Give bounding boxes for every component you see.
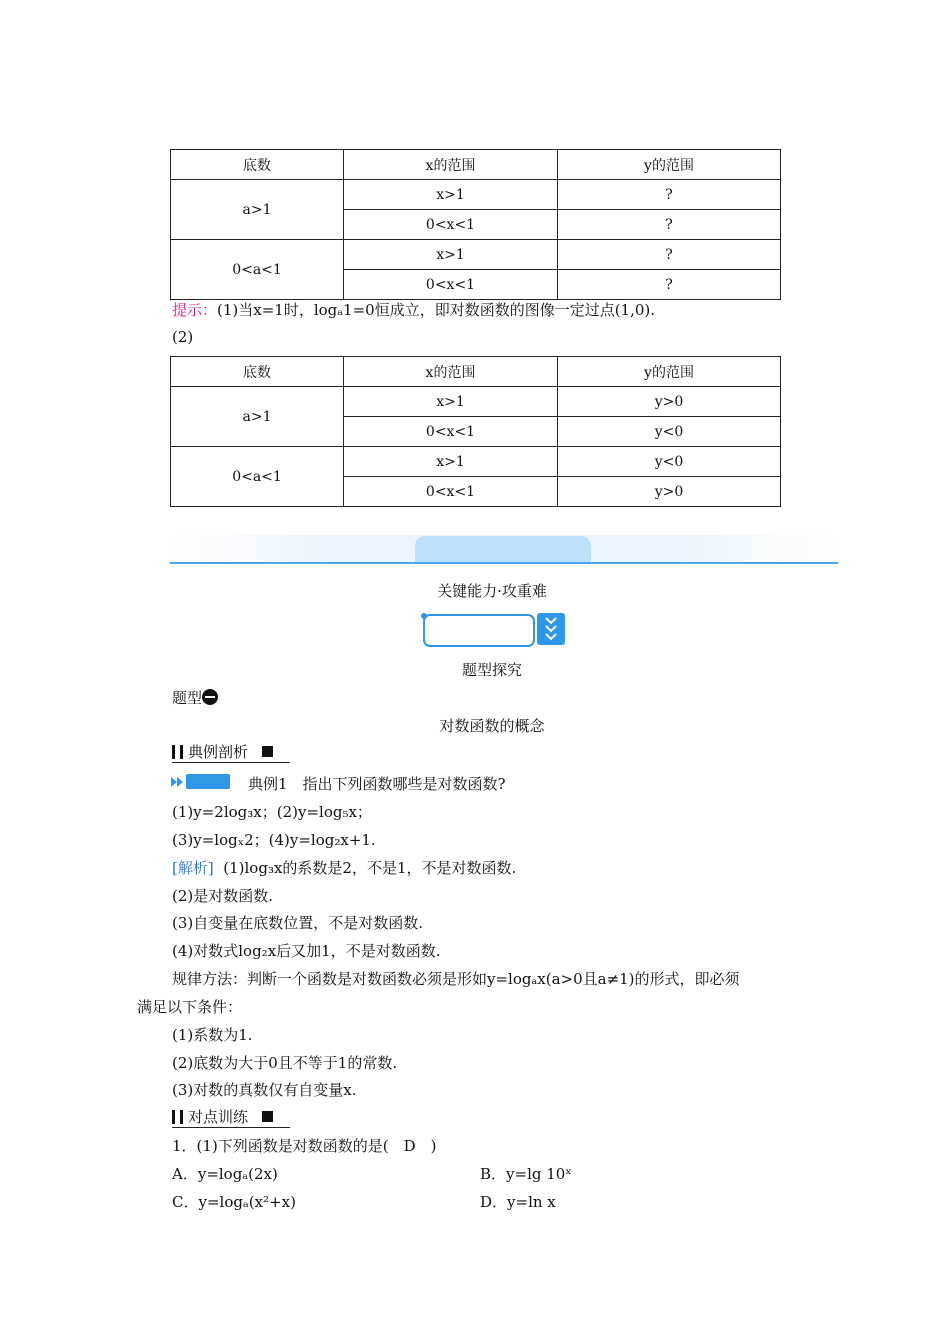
rule-line: 规律方法：判断一个函数是对数函数必须是形如y=logₐx(a>0且a≠1)的形式，即必须 <box>172 970 740 988</box>
hint-text: (1)当x=1时，logₐ1=0恒成立，即对数函数的图像一定过点(1,0). <box>217 301 656 319</box>
table-header-row <box>171 357 781 387</box>
example-arrow-icon <box>170 774 230 790</box>
table-header-row <box>171 150 781 180</box>
option-d: D．y=ln x <box>480 1193 556 1211</box>
example-heading-text: 典例剖析 <box>188 743 249 761</box>
x-range-cell: x>1 <box>344 387 558 417</box>
y-range-cell: y<0 <box>558 447 781 477</box>
y-range-cell: ? <box>558 240 781 270</box>
badge-dot <box>421 613 427 619</box>
circled-number-icon <box>202 689 218 705</box>
type-heading <box>172 688 218 708</box>
header-y-range: y的范围 <box>558 150 781 180</box>
y-range-cell: y>0 <box>558 477 781 507</box>
range-table-question <box>170 149 781 300</box>
table-row <box>171 180 781 210</box>
header-x-range: x的范围 <box>344 357 558 387</box>
option-b: B．y=lg 10ˣ <box>480 1165 572 1183</box>
y-range-cell: ? <box>558 180 781 210</box>
analysis-line: (2)是对数函数. <box>172 887 274 905</box>
x-range-cell: x>1 <box>344 240 558 270</box>
header-base: 底数 <box>171 150 344 180</box>
example-item: (1)y=2log₃x；(2)y=log₅x； <box>172 803 372 821</box>
header-base: 底数 <box>171 357 344 387</box>
y-range-cell: ? <box>558 210 781 240</box>
bar-icon <box>180 1110 183 1124</box>
square-icon <box>262 746 273 757</box>
practice-heading <box>172 1108 290 1128</box>
base-cell: 0<a<1 <box>171 240 344 300</box>
y-range-cell: y>0 <box>558 387 781 417</box>
banner-tab <box>415 536 591 563</box>
badge-frame <box>423 614 535 647</box>
base-cell: a>1 <box>171 387 344 447</box>
option-a: A．y=logₐ(2x) <box>172 1165 278 1183</box>
range-table-answer <box>170 356 781 507</box>
chevrons-down-icon <box>537 613 565 645</box>
rule-line: 满足以下条件： <box>137 998 243 1016</box>
y-range-cell: ? <box>558 270 781 300</box>
banner-rule <box>170 562 838 564</box>
base-cell: a>1 <box>171 180 344 240</box>
x-range-cell: 0<x<1 <box>344 417 558 447</box>
analysis-text: (1)log₃x的系数是2，不是1，不是对数函数. <box>223 859 517 877</box>
header-y-range: y的范围 <box>558 357 781 387</box>
hint-label: 提示： <box>172 301 218 319</box>
rule-condition: (3)对数的真数仅有自变量x. <box>172 1081 357 1099</box>
subtitle-badge <box>421 612 566 646</box>
question-stem: 1．(1)下列函数是对数函数的是( D ) <box>172 1137 437 1155</box>
analysis-line <box>172 858 516 878</box>
bar-icon <box>172 1110 175 1124</box>
option-c: C．y=logₐ(x²+x) <box>172 1193 296 1211</box>
section-banner <box>170 535 838 565</box>
example-item: (3)y=logₓ2；(4)y=log₂x+1. <box>172 831 376 849</box>
x-range-cell: x>1 <box>344 447 558 477</box>
y-range-cell: y<0 <box>558 417 781 447</box>
square-icon <box>262 1111 273 1122</box>
table-row <box>171 240 781 270</box>
analysis-line: (4)对数式log₂x后又加1，不是对数函数. <box>172 942 441 960</box>
analysis-line: (3)自变量在底数位置，不是对数函数. <box>172 914 424 932</box>
table-row <box>171 447 781 477</box>
x-range-cell: 0<x<1 <box>344 210 558 240</box>
type-label: 题型 <box>172 689 203 707</box>
table-row <box>171 387 781 417</box>
section-title: 关键能力·攻重难 <box>437 582 547 600</box>
practice-heading-text: 对点训练 <box>188 1108 249 1126</box>
bar-icon <box>180 745 183 759</box>
rule-condition: (2)底数为大于0且不等于1的常数. <box>172 1054 398 1072</box>
header-x-range: x的范围 <box>344 150 558 180</box>
section-subtitle: 题型探究 <box>461 661 522 679</box>
x-range-cell: 0<x<1 <box>344 477 558 507</box>
x-range-cell: x>1 <box>344 180 558 210</box>
x-range-cell: 0<x<1 <box>344 270 558 300</box>
base-cell: 0<a<1 <box>171 447 344 507</box>
analysis-label: [解析] <box>172 859 214 877</box>
hint-line <box>172 300 655 320</box>
topic-title: 对数函数的概念 <box>439 717 545 735</box>
rule-condition: (1)系数为1. <box>172 1026 253 1044</box>
bar-icon <box>172 745 175 759</box>
example-heading <box>172 743 290 763</box>
example-title: 典例1 指出下列函数哪些是对数函数? <box>248 775 506 793</box>
part2-label: (2) <box>172 328 194 346</box>
